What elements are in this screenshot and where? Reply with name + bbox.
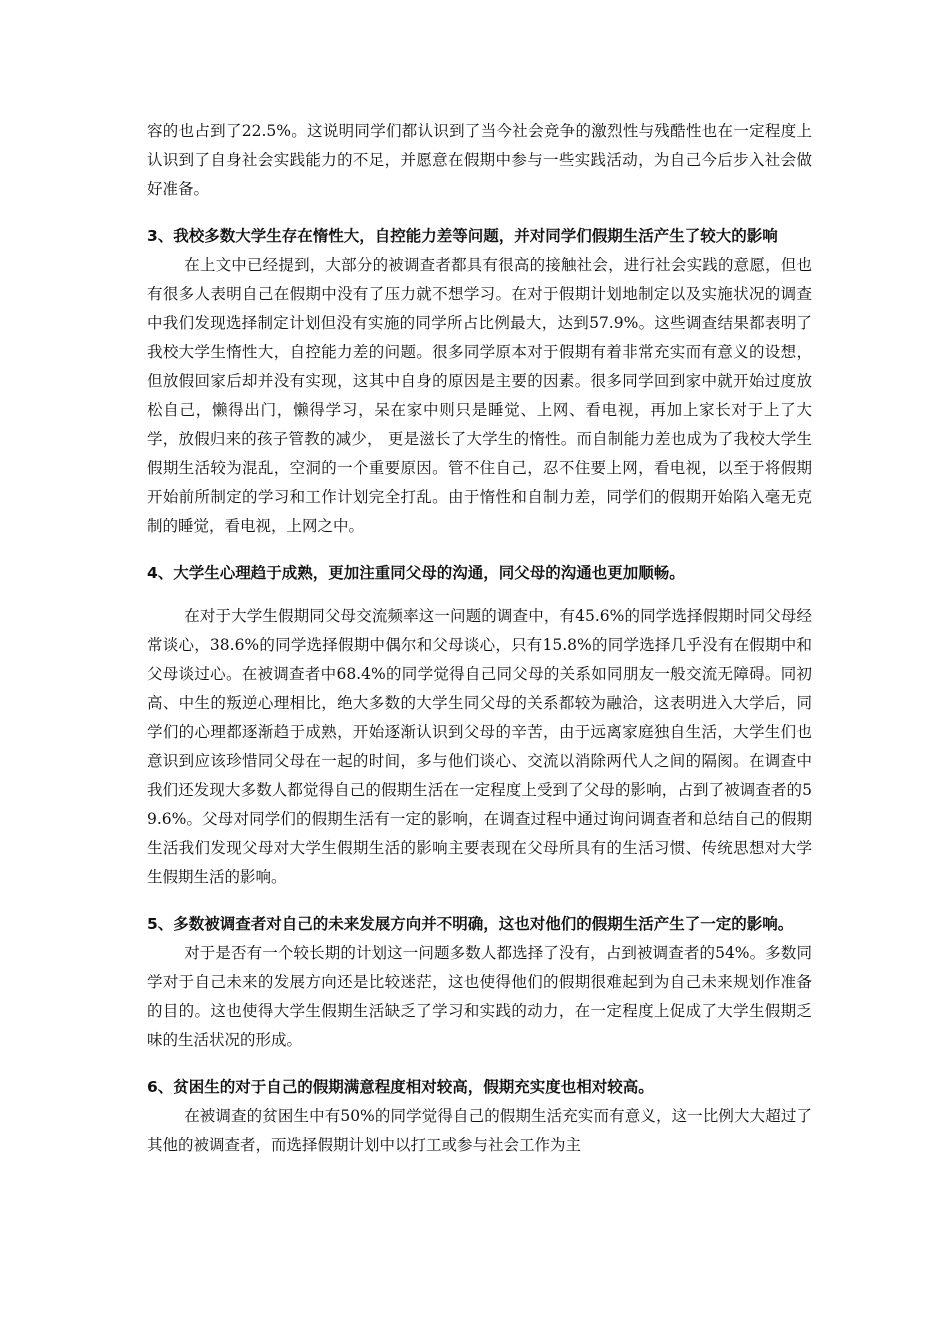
section-heading-5: 5、多数被调查者对自己的未来发展方向并不明确，这也对他们的假期生活产生了一定的影响。 [147, 915, 794, 933]
section-heading-3: 3、我校多数大学生存在惰性大，自控能力差等问题，并对同学们假期生活产生了较大的影响 [147, 227, 778, 245]
section-3-body: 在上文中已经提到，大部分的被调查者都具有很高的接触社会，进行社会实践的意愿，但也有很多人表明自己在假期中没有了压力就不想学习。在对于假期计划地制定以及实施状况的调查中我们发现选择制定计划但没有实施的同学所占比例最大，达到57.9%。这些调查结果都表明了我校大学生惰性大，自控能力差的问题。很多同学原本对于假期有着非常充实而有意义的设想，但放假回家后却并没有实现，这其中自身的原因是主要的因素。很多同学回到家中就开始过度放松自己，懒得出门，懒得学习，呆在家中则只是睡觉、上网、看电视，再加上家长对于上了大学，放假归来的孩子管教的减少， 更是滋长了大学生的惰性。而自制能力差也成为了我校大学生假期生活较为混乱，空洞的一个重要原因。管不住自己，忍不住要上网，看电视，以至于将假期开始前所制定的学习和工作计划完全打乱。由于惰性和自制力差，同学们的假期开始陷入毫无克制的睡觉，看电视，上网之中。 [147, 256, 812, 535]
section-4-body: 在对于大学生假期同父母交流频率这一问题的调查中，有45.6%的同学选择假期时同父母经常谈心，38.6%的同学选择假期中偶尔和父母谈心，只有15.8%的同学选择几乎没有在假期中和父母谈过心。在被调查者中68.4%的同学觉得自己同父母的关系如同朋友一般交流无障碍。同初高、中生的叛逆心理相比，绝大多数的大学生同父母的关系都较为融洽，这表明进入大学后，同学们的心理都逐渐趋于成熟，开始逐渐认识到父母的辛苦，由于远离家庭独自生活，大学生们也意识到应该珍惜同父母在一起的时间，多与他们谈心、交流以消除两代人之间的隔阂。在调查中我们还发现大多数人都觉得自己的假期生活在一定程度上受到了父母的影响，占到了被调查者的59.6%。父母对同学们的假期生活有一定的影响，在调查过程中通过询问调查者和总结自己的假期生活我们发现父母对大学生假期生活的影响主要表现在父母所具有的生活习惯、传统思想对大学生假期生活的影响。 [147, 607, 812, 886]
section-5-body: 对于是否有一个较长期的计划这一问题多数人都选择了没有，占到被调查者的54%。多数同学对于自己未来的发展方向还是比较迷茫，这也使得他们的假期很难起到为自己未来规划作准备的目的。这也使得大学生假期生活缺乏了学习和实践的动力，在一定程度上促成了大学生假期乏味的生活状况的形成。 [147, 944, 812, 1049]
paragraph-continued: 容的也占到了22.5%。这说明同学们都认识到了当今社会竞争的激烈性与残酷性也在一定程度上认识到了自身社会实践能力的不足，并愿意在假期中参与一些实践活动，为自己今后步入社会做好准备。 [147, 122, 812, 198]
section-heading-4: 4、大学生心理趋于成熟，更加注重同父母的沟通，同父母的沟通也更加顺畅。 [147, 564, 685, 582]
section-6-body: 在被调查的贫困生中有50%的同学觉得自己的假期生活充实而有意义，这一比例大大超过了其他的被调查者，而选择假期计划中以打工或参与社会工作为主 [147, 1107, 812, 1154]
section-heading-6: 6、贫困生的对于自己的假期满意程度相对较高，假期充实度也相对较高。 [147, 1078, 654, 1096]
